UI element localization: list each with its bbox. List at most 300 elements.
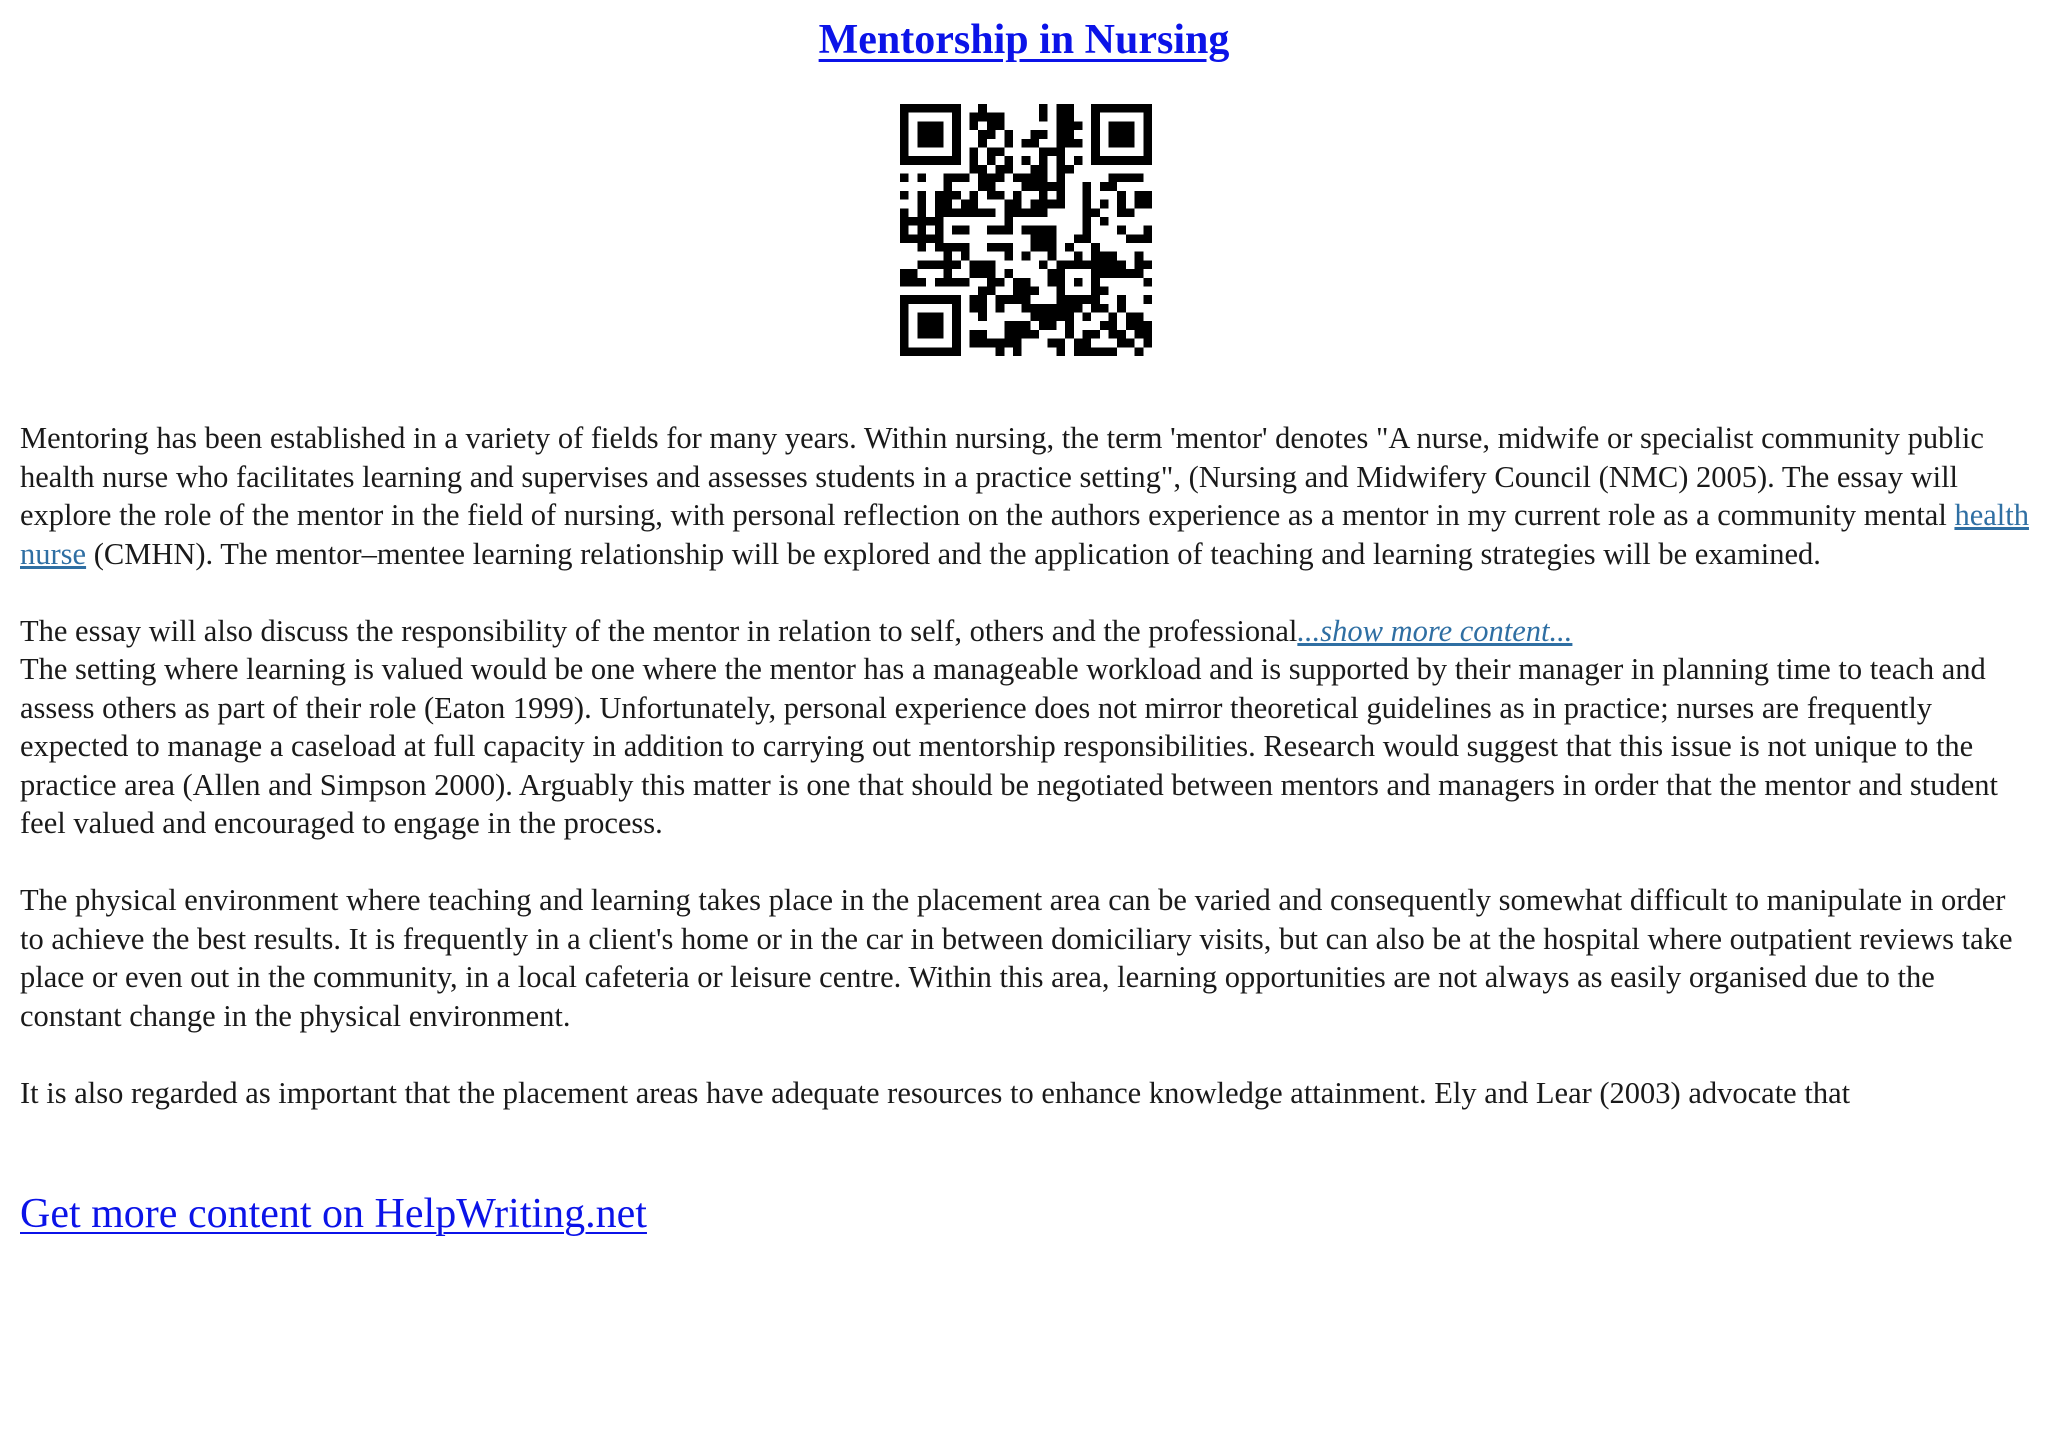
qr-module — [952, 339, 961, 348]
qr-module — [970, 260, 979, 269]
qr-module — [1022, 304, 1031, 313]
qr-module — [900, 208, 909, 217]
qr-module — [1082, 200, 1091, 209]
qr-module — [1048, 200, 1057, 209]
qr-module — [1143, 147, 1152, 156]
qr-module — [1048, 313, 1057, 322]
qr-module — [1056, 269, 1065, 278]
qr-module — [987, 339, 996, 348]
qr-module — [952, 174, 961, 183]
qr-module — [1074, 278, 1083, 287]
qr-module — [1048, 339, 1057, 348]
qr-module — [1074, 304, 1083, 313]
qr-module — [1082, 208, 1091, 217]
qr-module — [935, 330, 944, 339]
qr-module — [1117, 295, 1126, 304]
health-link[interactable]: health — [1954, 498, 2029, 532]
qr-module — [1013, 347, 1022, 356]
qr-module — [943, 269, 952, 278]
qr-module — [1109, 130, 1118, 139]
qr-module — [952, 304, 961, 313]
qr-module — [1039, 260, 1048, 269]
qr-module — [1117, 191, 1126, 200]
qr-module — [935, 121, 944, 130]
qr-module — [1135, 321, 1144, 330]
qr-module — [943, 191, 952, 200]
qr-module — [1022, 278, 1031, 287]
qr-module — [952, 321, 961, 330]
qr-module — [987, 130, 996, 139]
qr-module — [909, 234, 918, 243]
qr-module — [1109, 321, 1118, 330]
qr-module — [1135, 269, 1144, 278]
qr-module — [987, 156, 996, 165]
qr-module — [1135, 313, 1144, 322]
qr-module — [952, 295, 961, 304]
qr-module — [1082, 226, 1091, 235]
qr-module — [987, 191, 996, 200]
qr-module — [961, 243, 970, 252]
qr-module — [935, 347, 944, 356]
qr-module — [961, 278, 970, 287]
qr-module — [926, 347, 935, 356]
qr-module — [917, 130, 926, 139]
qr-module — [935, 278, 944, 287]
show-more-link[interactable]: ...show more content... — [1297, 613, 1573, 648]
qr-module — [1074, 252, 1083, 261]
qr-module — [978, 304, 987, 313]
qr-module — [970, 208, 979, 217]
qr-module — [1135, 174, 1144, 183]
qr-module — [952, 156, 961, 165]
qr-module — [952, 278, 961, 287]
qr-module — [900, 304, 909, 313]
qr-module — [970, 269, 979, 278]
qr-module — [1109, 174, 1118, 183]
qr-module — [943, 104, 952, 113]
qr-module — [1143, 139, 1152, 148]
qr-module — [900, 113, 909, 122]
paragraph-1 — [20, 419, 2032, 573]
qr-module — [943, 243, 952, 252]
qr-module — [1100, 104, 1109, 113]
qr-module — [926, 104, 935, 113]
qr-module — [1048, 234, 1057, 243]
qr-module — [1126, 121, 1135, 130]
qr-module — [952, 104, 961, 113]
qr-module — [1013, 321, 1022, 330]
qr-module — [1091, 139, 1100, 148]
qr-module — [1117, 339, 1126, 348]
qr-module — [1056, 130, 1065, 139]
qr-module — [900, 104, 909, 113]
qr-module — [1056, 139, 1065, 148]
qr-module — [970, 339, 979, 348]
qr-module — [1048, 321, 1057, 330]
qr-module — [1004, 217, 1013, 226]
qr-module — [1056, 147, 1065, 156]
qr-module — [909, 347, 918, 356]
qr-module — [970, 147, 979, 156]
paragraph-gap — [20, 843, 2032, 882]
qr-module — [1004, 252, 1013, 261]
qr-module — [1091, 121, 1100, 130]
qr-module — [1056, 313, 1065, 322]
qr-module — [1013, 330, 1022, 339]
qr-module — [987, 113, 996, 122]
qr-module — [1117, 174, 1126, 183]
qr-module — [943, 252, 952, 261]
qr-module — [1056, 191, 1065, 200]
qr-module — [1074, 121, 1083, 130]
qr-module — [1039, 113, 1048, 122]
qr-module — [1082, 295, 1091, 304]
qr-module — [970, 200, 979, 209]
qr-module — [943, 174, 952, 183]
qr-module — [1109, 313, 1118, 322]
qr-module — [1143, 260, 1152, 269]
qr-module — [996, 121, 1005, 130]
qr-module — [1143, 130, 1152, 139]
qr-module — [1048, 226, 1057, 235]
qr-module — [1030, 234, 1039, 243]
qr-module — [935, 295, 944, 304]
qr-module — [996, 113, 1005, 122]
qr-module — [952, 208, 961, 217]
page-title-link[interactable]: Mentorship in Nursing — [818, 17, 1230, 63]
qr-module — [1056, 165, 1065, 174]
qr-module — [909, 278, 918, 287]
qr-module — [996, 304, 1005, 313]
qr-module — [1091, 130, 1100, 139]
qr-module — [1117, 304, 1126, 313]
qr-module — [909, 295, 918, 304]
qr-module — [1030, 208, 1039, 217]
qr-module — [1091, 269, 1100, 278]
qr-module — [1056, 174, 1065, 183]
qr-module — [1100, 304, 1109, 313]
qr-module — [987, 286, 996, 295]
qr-module — [917, 217, 926, 226]
qr-module — [1126, 104, 1135, 113]
qr-module — [909, 104, 918, 113]
qr-module — [1126, 174, 1135, 183]
qr-module — [1082, 260, 1091, 269]
qr-module — [1065, 304, 1074, 313]
qr-module — [935, 130, 944, 139]
qr-module — [1100, 321, 1109, 330]
qr-module — [926, 330, 935, 339]
helpwriting-link[interactable]: Get more content on HelpWriting.net — [20, 1191, 647, 1237]
qr-module — [978, 295, 987, 304]
qr-module — [943, 200, 952, 209]
qr-module — [943, 182, 952, 191]
qr-module — [1039, 104, 1048, 113]
qr-module — [926, 313, 935, 322]
qr-module — [1117, 104, 1126, 113]
qr-module — [926, 260, 935, 269]
qr-module — [1074, 260, 1083, 269]
qr-module — [1100, 260, 1109, 269]
qr-module — [1091, 156, 1100, 165]
qr-module — [917, 330, 926, 339]
qr-module — [1065, 313, 1074, 322]
qr-module — [1143, 234, 1152, 243]
article-body — [20, 419, 2032, 1112]
qr-module — [1109, 156, 1118, 165]
qr-module — [1030, 200, 1039, 209]
qr-module — [1056, 121, 1065, 130]
qr-module — [1056, 260, 1065, 269]
qr-module — [926, 156, 935, 165]
qr-module — [1022, 208, 1031, 217]
qr-module — [900, 226, 909, 235]
qr-module — [1074, 156, 1083, 165]
qr-module — [961, 252, 970, 261]
qr-module — [1056, 347, 1065, 356]
paragraph-4: The physical environment where teaching and learning takes place in the placement area can be varied and consequently somewhat difficult to manipulate in order to achieve the best results. It is frequently in a client's home or in the car in between domiciliary visits, but can also be at the hospital where outpatient reviews take place or even out in the community, in a local cafeteria or leisure centre. Within this area, learning opportunities are not always as easily organised due to the constant change in the physical environment. — [20, 883, 2013, 1033]
qr-module — [1022, 321, 1031, 330]
qr-module — [961, 208, 970, 217]
qr-module — [952, 130, 961, 139]
qr-module — [1030, 130, 1039, 139]
qr-module — [917, 200, 926, 209]
qr-module — [900, 217, 909, 226]
qr-module — [917, 139, 926, 148]
qr-module — [1091, 286, 1100, 295]
qr-module — [926, 217, 935, 226]
paragraph-1-text: Mentoring has been established in a variety of fields for many years. Within nursing, the term 'mentor' denotes "A nurse, midwife or specialist community public health nurse who facilitates learning and supervises and assesses students in a practice setting", (Nursing and Midwifery Council (NMC) 2005). The essay will explore the role of the mentor in the field of nursing, with personal reflection on the authors experience as a mentor in my current role as a community mental — [20, 421, 1984, 532]
qr-module — [987, 260, 996, 269]
qr-module — [1022, 226, 1031, 235]
qr-module — [1039, 165, 1048, 174]
qr-module — [943, 295, 952, 304]
qr-module — [1091, 295, 1100, 304]
qr-module — [935, 217, 944, 226]
qr-module — [1117, 269, 1126, 278]
qr-module — [1030, 174, 1039, 183]
qr-module — [952, 113, 961, 122]
qr-module — [1004, 330, 1013, 339]
qr-module — [1004, 269, 1013, 278]
qr-module — [1065, 130, 1074, 139]
qr-module — [1100, 182, 1109, 191]
qr-module — [917, 295, 926, 304]
qr-module — [987, 269, 996, 278]
qr-module — [996, 191, 1005, 200]
qr-module — [952, 147, 961, 156]
qr-module — [1030, 243, 1039, 252]
qr-module — [935, 243, 944, 252]
qr-module — [987, 182, 996, 191]
qr-module — [1143, 104, 1152, 113]
qr-module — [1100, 156, 1109, 165]
paragraph-2-text: The essay will also discuss the responsibility of the mentor in relation to self, others and the professional — [20, 613, 1298, 648]
qr-module — [996, 243, 1005, 252]
qr-module — [935, 226, 944, 235]
qr-module — [1143, 121, 1152, 130]
paragraph-2 — [20, 612, 2032, 651]
qr-module — [935, 321, 944, 330]
qr-module — [1091, 347, 1100, 356]
qr-module — [1100, 252, 1109, 261]
qr-module — [917, 243, 926, 252]
qr-module — [978, 260, 987, 269]
qr-module — [1013, 200, 1022, 209]
qr-module — [996, 226, 1005, 235]
qr-module — [900, 147, 909, 156]
qr-module — [978, 104, 987, 113]
qr-module — [1135, 252, 1144, 261]
qr-module — [1109, 260, 1118, 269]
qr-module — [909, 269, 918, 278]
qr-module — [1117, 208, 1126, 217]
qr-module — [978, 182, 987, 191]
qr-module — [996, 165, 1005, 174]
qr-module — [1056, 295, 1065, 304]
qr-module — [1065, 121, 1074, 130]
qr-module — [996, 147, 1005, 156]
qr-module — [1013, 208, 1022, 217]
qr-module — [1039, 147, 1048, 156]
qr-module — [978, 174, 987, 183]
qr-module — [970, 191, 979, 200]
qr-module — [1074, 339, 1083, 348]
qr-module — [1039, 234, 1048, 243]
qr-module — [978, 139, 987, 148]
qr-module — [909, 217, 918, 226]
qr-module — [1117, 260, 1126, 269]
qr-module — [943, 347, 952, 356]
qr-module — [900, 321, 909, 330]
qr-module — [952, 260, 961, 269]
qr-module — [943, 260, 952, 269]
qr-module — [1100, 217, 1109, 226]
qr-module — [1039, 226, 1048, 235]
qr-module — [926, 139, 935, 148]
qr-module — [926, 321, 935, 330]
qr-module — [900, 347, 909, 356]
qr-module — [1022, 252, 1031, 261]
qr-module — [1056, 200, 1065, 209]
qr-module — [1109, 139, 1118, 148]
qr-module — [987, 208, 996, 217]
qr-module — [1143, 278, 1152, 287]
qr-module — [978, 113, 987, 122]
qr-module — [1030, 313, 1039, 322]
qr-module — [1117, 121, 1126, 130]
qr-module — [1082, 217, 1091, 226]
qr-module — [900, 234, 909, 243]
qr-module — [996, 339, 1005, 348]
qr-module — [1117, 156, 1126, 165]
qr-module — [952, 313, 961, 322]
paragraph-gap — [20, 573, 2032, 612]
qr-module — [935, 200, 944, 209]
qr-module — [1082, 313, 1091, 322]
qr-module — [935, 260, 944, 269]
qr-module — [978, 208, 987, 217]
qr-module — [1100, 347, 1109, 356]
qr-code-graphic — [900, 104, 1152, 356]
qr-module — [1109, 121, 1118, 130]
qr-module — [996, 295, 1005, 304]
qr-module — [1065, 330, 1074, 339]
qr-module — [1135, 191, 1144, 200]
qr-module — [1056, 286, 1065, 295]
qr-module — [900, 278, 909, 287]
qr-module — [1056, 304, 1065, 313]
qr-module — [935, 139, 944, 148]
nurse-link[interactable]: nurse — [20, 536, 87, 571]
qr-module — [1004, 243, 1013, 252]
qr-module — [1022, 286, 1031, 295]
qr-module — [1039, 130, 1048, 139]
qr-module — [900, 330, 909, 339]
qr-module — [900, 121, 909, 130]
qr-module — [1013, 286, 1022, 295]
qr-module — [1048, 243, 1057, 252]
qr-module — [1091, 208, 1100, 217]
qr-module — [935, 191, 944, 200]
qr-module — [1056, 278, 1065, 287]
qr-module — [1039, 182, 1048, 191]
qr-module — [1082, 191, 1091, 200]
qr-module — [1056, 104, 1065, 113]
qr-module — [1004, 130, 1013, 139]
qr-module — [917, 208, 926, 217]
qr-module — [943, 156, 952, 165]
qr-module — [1004, 226, 1013, 235]
qr-module — [978, 286, 987, 295]
qr-module — [970, 330, 979, 339]
qr-module — [917, 278, 926, 287]
qr-module — [917, 234, 926, 243]
qr-module — [1013, 339, 1022, 348]
qr-module — [1109, 269, 1118, 278]
qr-module — [952, 139, 961, 148]
qr-module — [1126, 156, 1135, 165]
qr-module — [987, 174, 996, 183]
qr-module — [1117, 330, 1126, 339]
qr-module — [1091, 278, 1100, 287]
qr-module — [1126, 339, 1135, 348]
qr-module — [917, 347, 926, 356]
qr-module — [1048, 182, 1057, 191]
qr-module — [1039, 313, 1048, 322]
paragraph-3: The setting where learning is valued would be one where the mentor has a manageable workload and is supported by their manager in planning time to teach and assess others as part of their role (Eaton 1999). Unfortunately, personal experience does not mirror theoretical guidelines as in practice; nurses are frequently expected to manage a caseload at full capacity in addition to carrying out mentorship responsibilities. Research would suggest that this issue is not unique to the practice area (Allen and Simpson 2000). Arguably this matter is one that should be negotiated between mentors and managers in order that the mentor and student feel valued and encouraged to engage in the process. — [20, 652, 1999, 840]
qr-module — [952, 243, 961, 252]
qr-module — [1022, 156, 1031, 165]
qr-module — [935, 156, 944, 165]
qr-module — [961, 200, 970, 209]
qr-module — [1091, 304, 1100, 313]
qr-module — [926, 130, 935, 139]
qr-module — [1065, 104, 1074, 113]
qr-module — [1048, 252, 1057, 261]
qr-module — [952, 347, 961, 356]
qr-module — [1004, 200, 1013, 209]
qr-module — [1082, 339, 1091, 348]
qr-module — [926, 121, 935, 130]
qr-module — [900, 313, 909, 322]
qr-module — [900, 174, 909, 183]
qr-module — [952, 330, 961, 339]
qr-module — [935, 208, 944, 217]
qr-module — [1030, 226, 1039, 235]
qr-module — [1091, 260, 1100, 269]
qr-module — [1109, 347, 1118, 356]
